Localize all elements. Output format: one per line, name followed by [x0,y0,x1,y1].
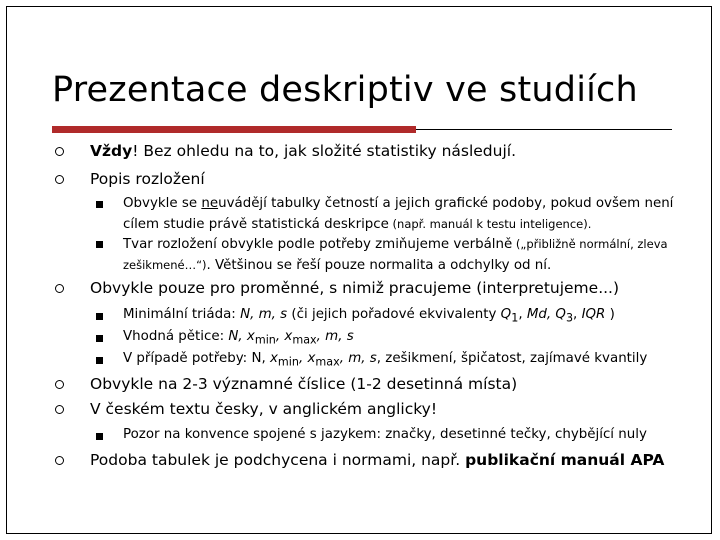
subscript: min [277,355,299,369]
bullet-language: V českém textu česky, v anglickém anglicky! [90,400,438,418]
text: uvádějí tabulky četností a jejich grafické podoby, pokud ovšem není cílem studie právě statistická deskripce [123,196,674,232]
text: ! Bez ohledu na to, jak složité statistiky následují. [132,142,517,160]
hollow-bullet-icon [55,175,64,184]
text: Minimální triáda: [123,307,241,322]
text: , [518,307,527,322]
subbullet-distribution-shape [123,234,683,276]
subscript: max [292,333,317,347]
italic-text: , m, s [316,329,354,344]
text: Tvar rozložení obvykle podle potřeby zmiňujeme verbálně [123,237,513,252]
subscript: min [254,333,276,347]
italic-text: , m, s [339,351,377,366]
square-bullet-icon [96,433,103,440]
text: Vhodná pětice: [123,329,229,344]
hollow-bullet-icon [55,147,64,156]
subbullet-minimal-triad [123,305,683,329]
text: , [573,307,582,322]
square-bullet-icon [96,357,103,364]
hollow-bullet-icon [55,380,64,389]
subbullet-five-stats [123,327,683,351]
square-bullet-icon [96,201,103,208]
text: Podoba tabulek je podchycena i normami, např. [90,451,466,469]
italic-text: , x [298,351,316,366]
hollow-bullet-icon [55,456,64,465]
text: Obvykle se [123,196,202,211]
bullet-significant-digits: Obvykle na 2-3 významné číslice (1-2 desetinná místa) [90,375,518,393]
subbullet-language-conventions: Pozor na konvence spojené s jazykem: značky, desetinné tečky, chybějící nuly [123,427,647,442]
italic-text: Q [500,307,512,322]
text: ) [605,307,615,322]
text: . Většinou se řeší pouze normalita a odchylky od ní. [206,258,552,273]
bold-text: publikační manuál APA [465,451,665,469]
square-bullet-icon [96,335,103,342]
underlined-text: ne [201,196,219,211]
italic-text: Md, Q [526,307,566,322]
hollow-bullet-icon [55,284,64,293]
text: , zešikmení, špičatost, zajímavé kvantily [376,351,648,366]
bullet-tables-apa [90,451,664,469]
italic-text: , x [275,329,293,344]
title-underline [416,129,672,130]
small-text: (např. manuál k testu inteligence). [388,217,592,231]
bullet-distribution: Popis rozložení [90,170,205,188]
subbullet-if-needed [123,349,683,373]
text: (či jejich pořadové ekvivalenty [287,307,501,322]
bold-text: Vždy [90,142,133,160]
square-bullet-icon [96,313,103,320]
small-text: („přibližně normální, zleva zešikmené…“) [123,237,668,272]
italic-text: x [269,351,278,366]
square-bullet-icon [96,241,103,248]
title-accent-bar [52,126,416,133]
bullet-variables: Obvykle pouze pro proměnné, s nimiž pracujeme (interpretujeme...) [90,279,620,297]
bullet-always [90,142,516,160]
italic-text: IQR [581,307,606,322]
subscript: max [315,355,340,369]
hollow-bullet-icon [55,405,64,414]
subscript: 1 [511,311,519,325]
italic-text: N, m, s [240,307,288,322]
text: V případě potřeby: N, [123,351,270,366]
subscript: 3 [565,311,574,325]
slide-title: Prezentace deskriptiv ve studiích [52,70,638,110]
subbullet-frequency-tables [123,194,683,235]
italic-text: N, x [228,329,255,344]
